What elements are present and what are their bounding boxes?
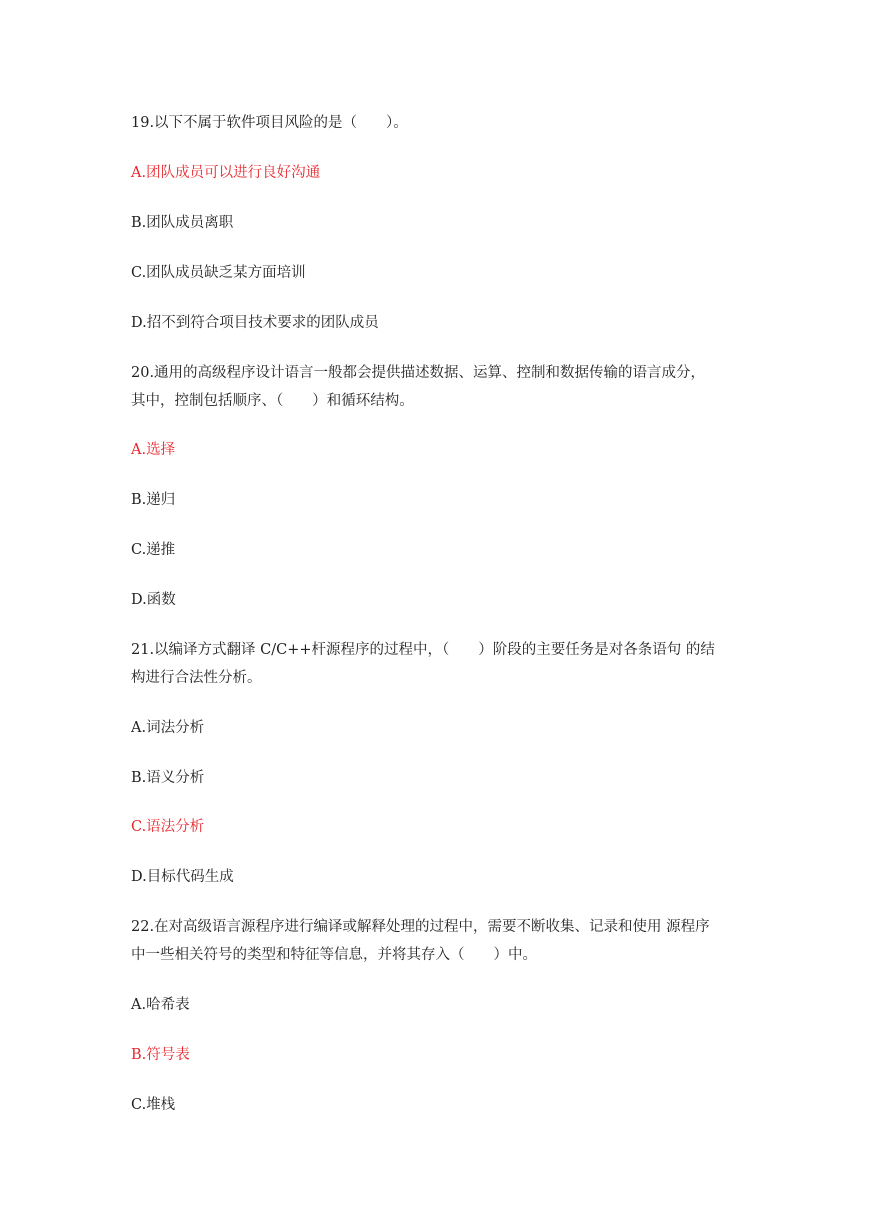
question-22-option-b-correct: B.符号表 [131,1047,190,1063]
question-22-option-a: A.哈希表 [131,997,190,1013]
question-20-option-c: C.递推 [131,542,176,558]
question-20-option-b: B.递归 [131,492,176,508]
question-19-option-b: B.团队成员离职 [131,215,234,231]
question-21-option-b: B.语义分析 [131,770,205,786]
question-20-option-d: D.函数 [131,592,176,608]
question-21-stem-line-1: 21.以编译方式翻译 C/C++杆源程序的过程中，（ ）阶段的主要任务是对各条语句 的结 [131,642,715,658]
question-20-stem-line-1: 20.通用的高级程序设计语言一般都会提供描述数据、运算、控制和数据传输的语言成分， [131,365,706,381]
question-22-option-c: C.堆栈 [131,1097,176,1113]
question-22-stem-line-2: 中一些相关符号的类型和特征等信息，并将其存入（ ）中。 [131,947,537,963]
question-19-option-d: D.招不到符合项目技术要求的团队成员 [131,315,379,331]
question-21-stem-line-2: 构进行合法性分析。 [131,670,262,686]
question-19-option-c: C.团队成员缺乏某方面培训 [131,265,306,281]
question-21-option-a: A.词法分析 [131,720,205,736]
question-20-stem-line-2: 其中，控制包括顺序、（ ）和循环结构。 [131,393,414,409]
question-22-stem-line-1: 22.在对高级语言源程序进行编译或解释处理的过程中，需要不断收集、记录和使用 源程序 [131,919,710,935]
question-21-option-c-correct: C.语法分析 [131,819,205,835]
question-20-option-a-correct: A.选择 [131,442,176,458]
question-19-option-a-correct: A.团队成员可以进行良好沟通 [131,165,321,181]
question-19-stem-line-1: 19.以下不属于软件项目风险的是（ ）。 [131,115,408,131]
question-21-option-d: D.目标代码生成 [131,869,234,885]
